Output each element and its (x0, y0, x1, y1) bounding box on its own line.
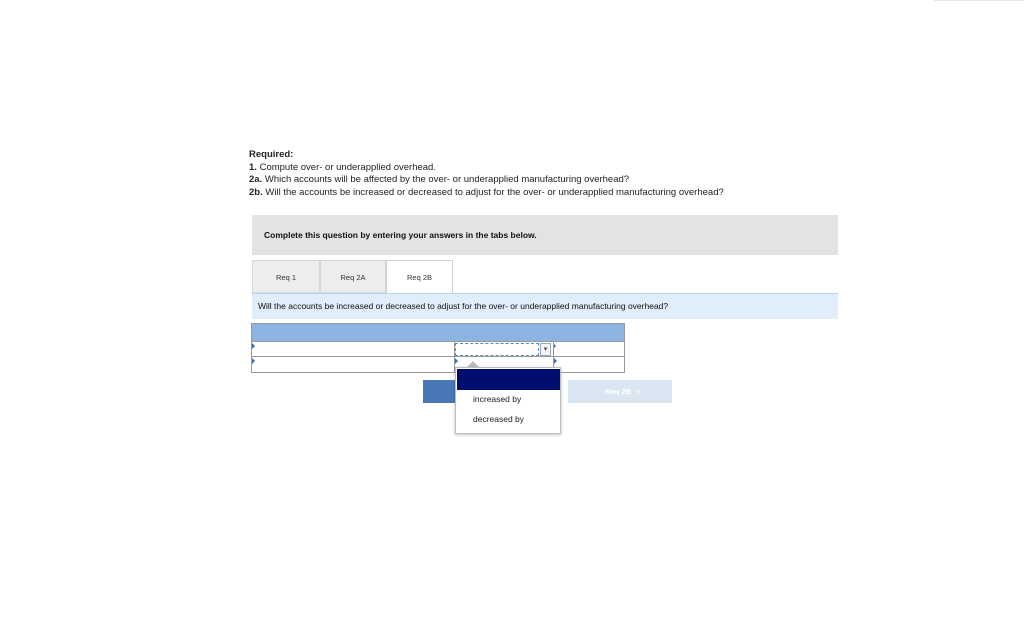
tab-req-2b[interactable]: Req 2B (386, 260, 453, 294)
required-item-2b: 2b. Will the accounts be increased or decreased to adjust for the over- or underapplied manufacturing overhead? (249, 186, 724, 198)
dropdown-option-increased-by[interactable]: increased by (473, 394, 522, 404)
cell-divider (553, 342, 554, 357)
top-divider (934, 0, 1024, 1)
input-marker-icon (252, 358, 255, 364)
required-section (249, 149, 724, 199)
next-button-label: Req 2B (605, 387, 631, 396)
table-row (252, 356, 624, 372)
input-marker-icon (252, 343, 255, 349)
dropdown-arrow-icon[interactable]: ▾ (540, 343, 551, 356)
account-select[interactable] (455, 343, 539, 356)
table-row (252, 341, 624, 357)
required-item-1: 1. Compute over- or underapplied overhead. (249, 161, 436, 173)
tab-req-2a[interactable]: Req 2A (320, 260, 386, 293)
required-title: Required: (249, 149, 294, 160)
instructions-banner: Complete this question by entering your answers in the tabs below. (252, 215, 838, 255)
next-button[interactable] (568, 380, 672, 403)
required-item-2a: 2a. Which accounts will be affected by the over- or underapplied manufacturing overhead? (249, 174, 630, 185)
dropdown-menu (455, 367, 561, 434)
answer-grid (251, 323, 625, 373)
input-marker-icon (554, 358, 557, 364)
tab-req-1[interactable]: Req 1 (252, 260, 320, 293)
dropdown-option-blank[interactable] (457, 369, 560, 390)
input-marker-icon (455, 358, 458, 364)
dropdown-option-decreased-by[interactable]: decreased by (473, 414, 525, 424)
question-text: Will the accounts be increased or decreased to adjust for the over- or underapplied manufacturing overhead? (252, 293, 838, 319)
chevron-right-icon: › (637, 386, 640, 396)
grid-header (252, 324, 624, 342)
